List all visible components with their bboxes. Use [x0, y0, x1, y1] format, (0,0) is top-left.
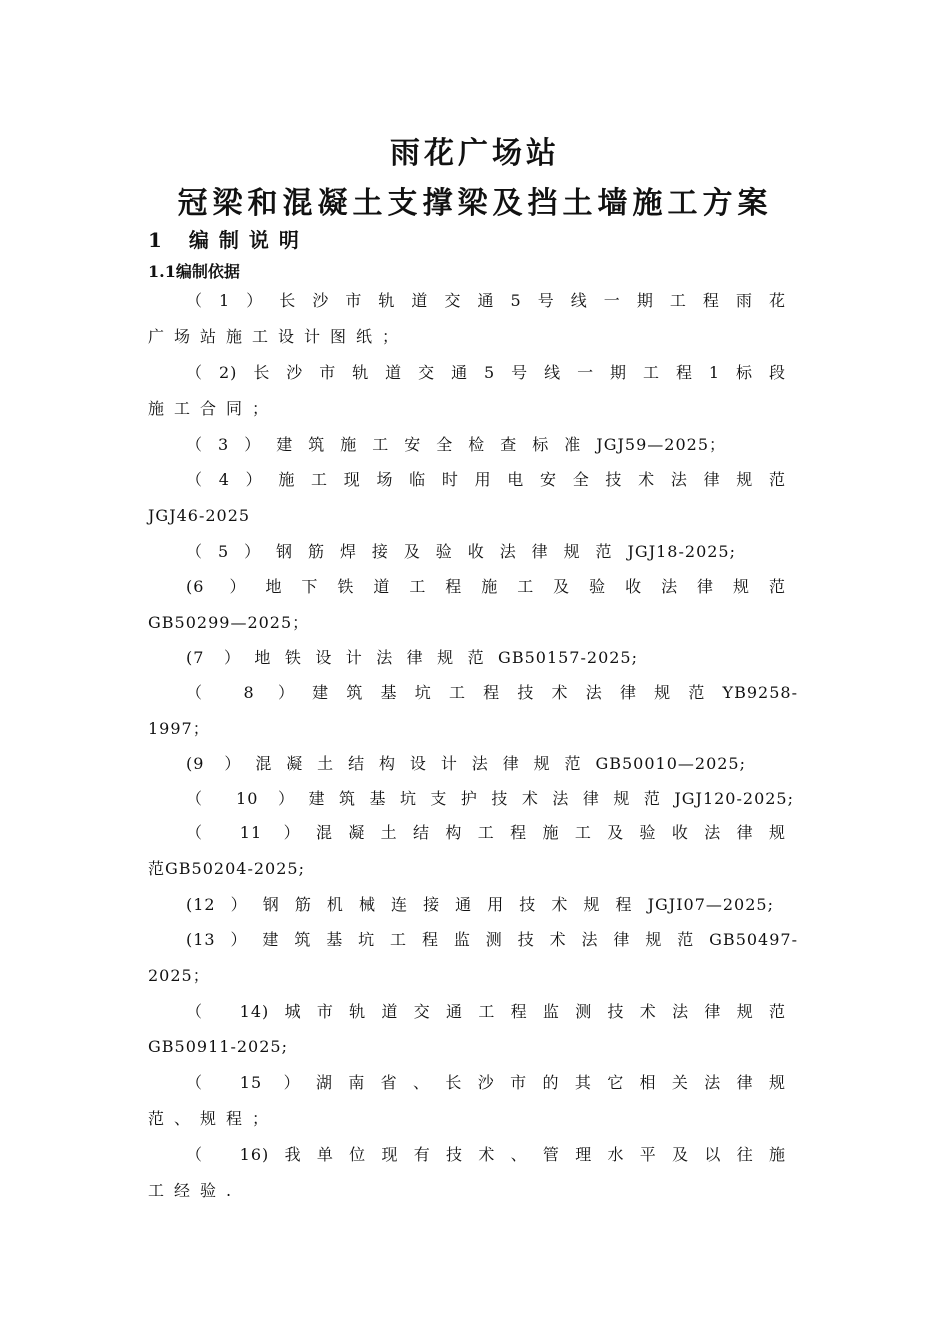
reference-item: （1）长沙市轨道交通5号线一期工程雨花: [186, 291, 786, 310]
reference-item-continued: 1997；: [148, 719, 210, 738]
reference-item: （ 10 ）建筑基坑支护技术法律规范JGJ120-2025;: [186, 789, 794, 808]
reference-item: （2)长沙市轨道交通5号线一期工程1标段: [186, 363, 786, 382]
reference-item: (9 ）混凝土结构设计法律规范GB50010—2025;: [186, 754, 746, 773]
reference-item: (12）钢筋机械连接通用技术规程JGJI07—2025;: [186, 895, 774, 914]
reference-item-continued: 2025；: [148, 966, 210, 985]
reference-item: (6 ）地下铁道工程施工及验收法律规范: [186, 577, 786, 596]
reference-item: (13）建筑基坑工程监测技术法律规范GB50497-: [186, 930, 798, 949]
reference-item: （5）钢筋焊接及验收法律规范JGJ18-2025;: [186, 542, 736, 561]
reference-item: (7 ）地铁设计法律规范GB50157-2025;: [186, 648, 638, 667]
reference-item: （ 14)城市轨道交通工程监测技术法律规范: [186, 1002, 786, 1021]
reference-item-continued: GB50911-2025;: [148, 1037, 288, 1056]
reference-item: （ 8 ）建筑基坑工程技术法律规范YB9258-: [186, 683, 798, 702]
reference-item-continued: 施工合同；: [148, 399, 279, 418]
reference-item: （4）施工现场临时用电安全技术法律规范: [186, 470, 786, 489]
reference-item-continued: 范GB50204-2025;: [148, 859, 305, 878]
document-title: 雨花广场站: [390, 136, 560, 171]
reference-item-continued: GB50299—2025；: [148, 613, 310, 632]
reference-item-continued: 工经验.: [148, 1181, 242, 1200]
reference-item-continued: 广场站施工设计图纸；: [148, 327, 409, 346]
section-heading: 1 编制说明: [148, 228, 309, 252]
reference-item: （ 16)我单位现有技术、管理水平及以往施: [186, 1145, 786, 1164]
document-subtitle: 冠梁和混凝土支撑梁及挡土墙施工方案: [177, 186, 773, 221]
subsection-heading: 1.1编制依据: [148, 262, 240, 281]
reference-item-continued: JGJ46-2025: [148, 506, 251, 525]
reference-item: （ 15 ）湖南省、长沙市的其它相关法律规: [186, 1073, 786, 1092]
reference-item: （3）建筑施工安全检查标准JGJ59—2025；: [186, 435, 726, 454]
reference-item-continued: 范、规程；: [148, 1109, 279, 1128]
reference-item: （ 11 ）混凝土结构工程施工及验收法律规: [186, 823, 786, 842]
